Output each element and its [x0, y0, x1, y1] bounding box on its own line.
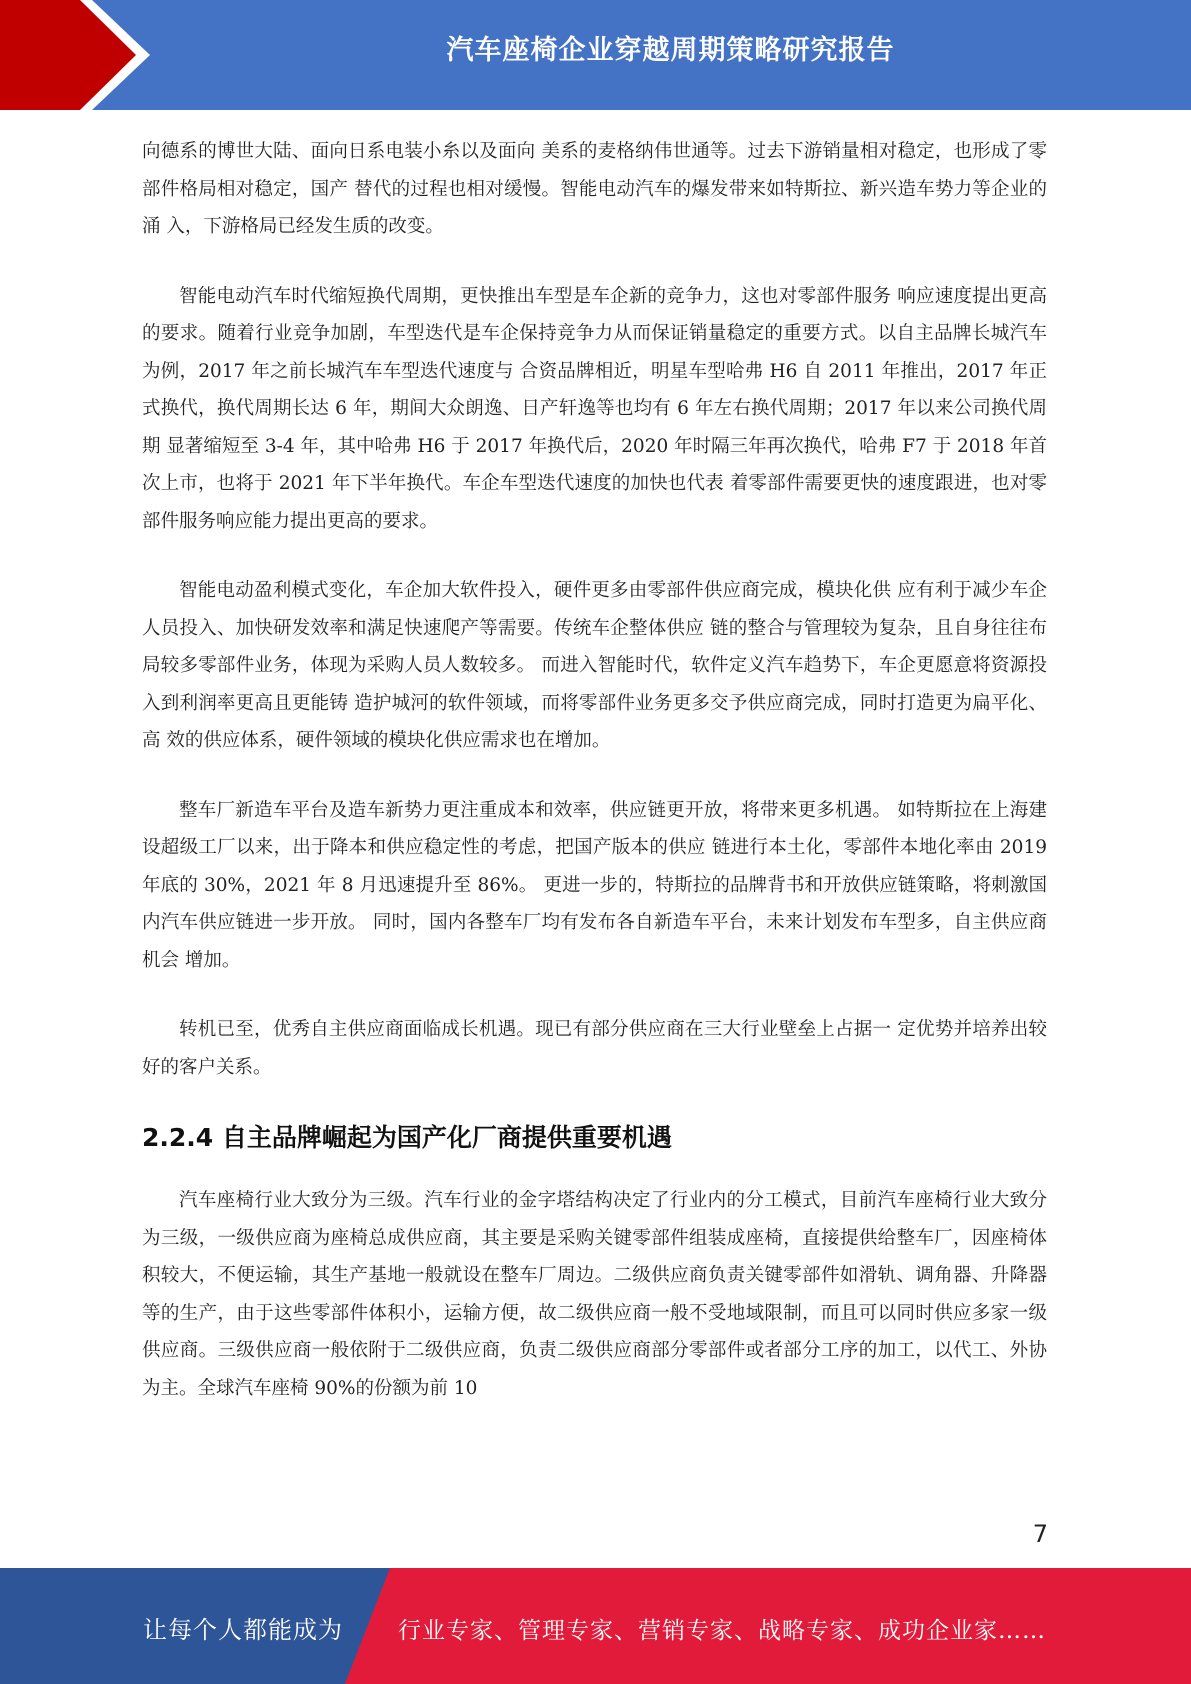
report-title: 汽车座椅企业穿越周期策略研究报告 [446, 35, 895, 66]
page-header [0, 0, 1191, 110]
paragraph-new-platforms: 整车厂新造车平台及造车新势力更注重成本和效率，供应链更开放，将带来更多机遇。 如特斯拉在上海建设超级工厂以来，出于降本和供应稳定性的考虑，把国产版本的供应 链进行本土化，零部件本地化率由 2019 年底的 30%，2021 年 8 月迅速提升至 86%。 更进一步的，特斯拉的品牌背书和开放供应链策略，将刺激国内汽车供应链进一步开放。 同时，国内各整车厂均有发布各自新造车平台，未来计划发布车型多，自主供应商机会 增加。 [142, 799, 1047, 971]
paragraph-continued: 向德系的博世大陆、面向日系电装小糸以及面向 美系的麦格纳伟世通等。过去下游销量相对稳定，也形成了零部件格局相对稳定，国产 替代的过程也相对缓慢。智能电动汽车的爆发带来如特斯拉、新兴造车势力等企业的涌 入，下游格局已经发生质的改变。 [142, 141, 1047, 237]
paragraph-profit-model: 智能电动盈利模式变化，车企加大软件投入，硬件更多由零部件供应商完成，模块化供 应有利于减少车企人员投入、加快研发效率和满足快速爬产等需要。传统车企整体供应 链的整合与管理较为复杂，且自身往往布局较多零部件业务，体现为采购人员人数较多。 而进入智能时代，软件定义汽车趋势下，车企更愿意将资源投入到利润率更高且更能铸 造护城河的软件领域，而将零部件业务更多交予供应商完成，同时打造更为扁平化、高 效的供应体系，硬件领域的模块化供应需求也在增加。 [142, 580, 1047, 751]
footer-slogan-left: 让每个人都能成为 [143, 1616, 343, 1644]
paragraph-seat-tiers: 汽车座椅行业大致分为三级。汽车行业的金字塔结构决定了行业内的分工模式，目前汽车座椅行业大致分为三级，一级供应商为座椅总成供应商，其主要是采购关键零部件组装成座椅，直接提供给整车厂，因座椅体积较大，不便运输，其生产基地一般就设在整车厂周边。二级供应商负责关键零部件如滑轨、调角器、升降器等的生产，由于这些零部件体积小，运输方便，故二级供应商一般不受地域限制，而且可以同时供应多家一级供应商。三级供应商一般依附于二级供应商，负责二级供应商部分零部件或者部分工序的加工，以代工、外协为主。全球汽车座椅 90%的份额为前 10 [142, 1190, 1047, 1399]
paragraph-model-cycle: 智能电动汽车时代缩短换代周期，更快推出车型是车企新的竞争力，这也对零部件服务 响应速度提出更高的要求。随着行业竞争加剧，车型迭代是车企保持竞争力从而保证销量稳定的重要方式。以自主品牌长城汽车为例，2017 年之前长城汽车车型迭代速度与 合资品牌相近，明星车型哈弗 H6 自 2011 年推出，2017 年正式换代，换代周期长达 6 年，期间大众朗逸、日产轩逸等也均有 6 年左右换代周期；2017 年以来公司换代周期 显著缩短至 3-4 年，其中哈弗 H6 于 2017 年换代后，2020 年时隔三年再次换代，哈弗 F7 于 2018 年首次上市，也将于 2021 年下半年换代。车企车型迭代速度的加快也代表 着零部件需要更快的速度跟进，也对零部件服务响应能力提出更高的要求。 [142, 285, 1047, 532]
section-heading: 2.2.4 自主品牌崛起为国产化厂商提供重要机遇 [142, 1123, 672, 1152]
paragraph-opportunity: 转机已至，优秀自主供应商面临成长机遇。现已有部分供应商在三大行业壁垒上占据一 定优势并培养出较好的客户关系。 [142, 1019, 1047, 1078]
footer-slogan-right: 行业专家、管理专家、营销专家、战略专家、成功企业家…… [398, 1618, 1046, 1644]
page-footer [0, 1568, 1191, 1684]
header-arrow-shape [0, 0, 140, 110]
body-content [142, 133, 1047, 1439]
page-number: 7 [1032, 1520, 1048, 1548]
